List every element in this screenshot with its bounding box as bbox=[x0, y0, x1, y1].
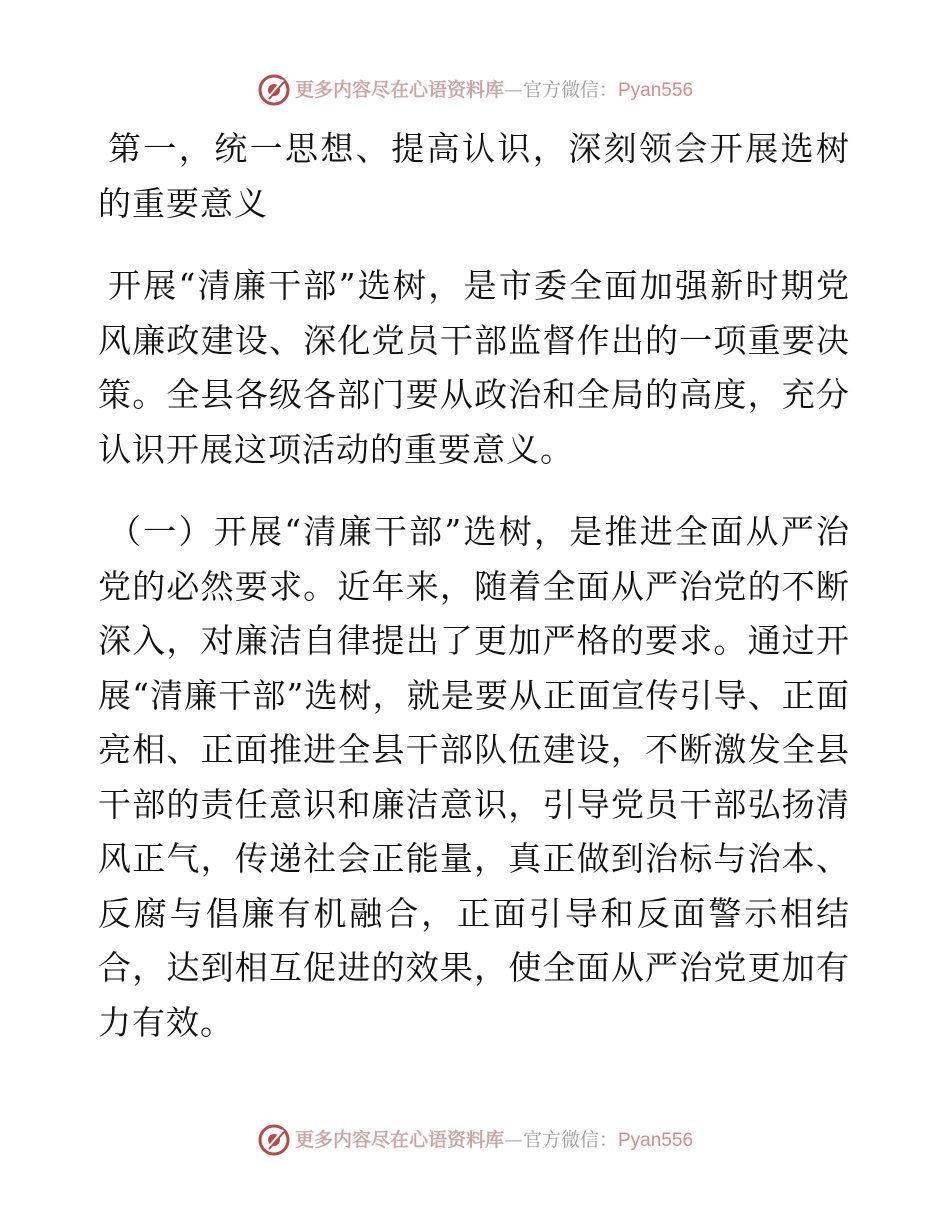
paragraph-intro: 开展“清廉干部”选树，是市委全面加强新时期党风廉政建设、深化党员干部监督作出的一项重要决策。全县各级各部门要从政治和全局的高度，充分认识开展这项活动的重要意义。 bbox=[98, 266, 850, 469]
section-heading: 第一，统一思想、提高认识，深刻领会开展选树的重要意义 bbox=[98, 129, 850, 223]
brand-logo-icon bbox=[257, 73, 291, 107]
banner-wechat-id: Pyan556 bbox=[618, 1129, 694, 1151]
banner-official-text: 官方微信： bbox=[522, 78, 618, 101]
paragraph-point-one: （一）开展“清廉干部”选树，是推进全面从严治党的必然要求。近年来，随着全面从严治党的不断深入，对廉洁自律提出了更加严格的要求。通过开展“清廉干部”选树，就是要从正面宣传引导、正面亮相、正面推进全县干部队伍建设，不断激发全县干部的责任意识和廉洁意识，引导党员干部弘扬清风正气，传递社会正能量，真正做到治标与治本、反腐与倡廉有机融合，正面引导和反面警示相结合，达到相互促进的效果，使全面从严治党更加有力有效。 bbox=[98, 512, 850, 1042]
banner-dash: — bbox=[503, 1128, 523, 1151]
banner-main-text: 更多内容尽在心语资料库 bbox=[294, 78, 504, 101]
banner-official-text: 官方微信： bbox=[522, 1128, 618, 1151]
header-watermark-banner bbox=[0, 70, 950, 110]
footer-watermark-banner bbox=[0, 1120, 950, 1160]
banner-dash: — bbox=[503, 78, 523, 101]
brand-logo-icon bbox=[257, 1123, 291, 1157]
document-body bbox=[98, 122, 850, 1050]
banner-wechat-id: Pyan556 bbox=[618, 79, 694, 101]
banner-main-text: 更多内容尽在心语资料库 bbox=[294, 1128, 504, 1151]
